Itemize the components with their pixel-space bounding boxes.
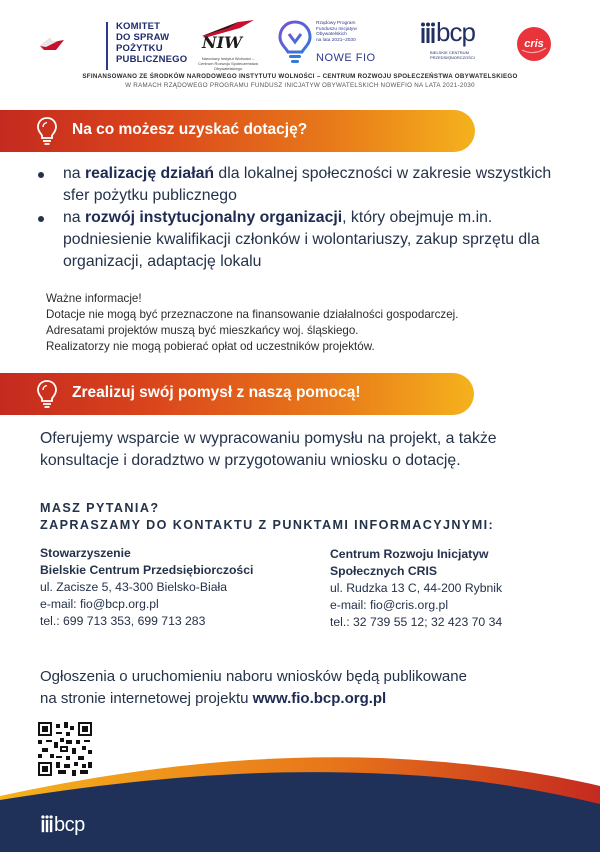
org-phone: tel.: 32 739 55 12; 32 423 70 34 [330,615,503,629]
important-info [46,291,566,355]
project-url-link[interactable]: www.fio.bcp.org.pl [252,690,387,707]
org-address: ul. Rudzka 13 C, 44-200 Rybnik [330,581,503,595]
niw-logo [196,18,260,72]
kompp-line: POŻYTKU [116,43,163,54]
bcp-subtitle: BIELSKIE CENTRUM PRZEDSIĘBIORCZOŚCI [430,50,475,60]
eagle-flag-icon [38,36,66,52]
kompp-divider [106,22,108,70]
qr-code-icon[interactable] [38,722,92,776]
bullet-bold: rozwój instytucjonalny organizacji [84,209,343,226]
fio-bulb-icon [278,20,312,64]
contact-cris [330,546,580,631]
contact-heading-2: ZAPRASZAMY DO KONTAKTU Z PUNKTAMI INFORMACYJNYMI: [40,518,495,532]
niw-logo-text: NIW [202,33,243,52]
kompp-logo [36,14,188,66]
list-item [50,207,570,273]
section1-title: Na co możesz uzyskać dotację? [72,121,308,138]
info-line: Adresatami projektów muszą być mieszkańcy woj. śląskiego. [46,324,359,337]
info-line: Ważne informacje! [46,292,142,305]
org-email[interactable]: e-mail: fio@cris.org.pl [330,598,449,612]
kompp-line: PUBLICZNEGO [116,54,188,65]
footer-bcp-logo [40,814,85,837]
fio-big-text: NOWE FIO [316,52,376,64]
bullet-text: , który obejmuje m.in. podniesienie kwalifikacji członków i wolontariuszy, zakup sprzętu dla organizacji, adaptację lokalu [63,209,540,270]
fio-line: Rządowy Program [316,21,356,26]
bullet-text: dla lokalnej społeczności w zakresie wszystkich sfer pożytku publicznego [63,165,552,204]
announcement [40,666,580,710]
funding-line-1: SFINANSOWANO ZE ŚRODKÓW NARODOWEGO INSTYTUTU WOLNOŚCI – CENTRUM ROZWOJU SPOŁECZEŃSTWA OBYWATELSKIEGO [82,73,518,80]
nowe-fio-logo [278,18,388,68]
contact-heading-1: MASZ PYTANIA? [40,501,160,515]
section2-banner [0,373,474,415]
bullet-text: na [63,209,85,226]
announcement-line: Ogłoszenia o uruchomieniu naboru wniosków będą publikowane [40,668,467,685]
kompp-text [116,21,187,65]
offer-text: Oferujemy wsparcie w wypracowaniu pomysłu na projekt, a także konsultacje i doradztwo w przygotowaniu wniosku o dotację. [40,430,497,469]
bullet-bold: realizację działań [84,165,215,182]
org-phone: tel.: 699 713 353, 699 713 283 [40,614,206,628]
bullet-text: na [63,165,85,182]
niw-subtitle: Narodowy Instytut Wolności – Centrum Rozwoju Społeczeństwa Obywatelskiego [198,56,258,71]
cris-logo [516,26,552,62]
fio-line: Funduszu Inicjatyw [316,26,357,32]
kompp-line: DO SPRAW [116,32,170,43]
fio-line: na lata 2021–2030 [316,37,356,43]
section1-banner [0,110,475,152]
info-line: Dotacje nie mogą być przeznaczone na finansowanie działalności gospodarczej. [46,308,459,321]
org-name: Społecznych CRIS [330,564,438,578]
announcement-line [40,688,580,710]
list-item [50,163,570,207]
org-name: Bielskie Centrum Przedsiębiorczości [40,563,254,577]
cris-logo-text: cris [524,38,544,50]
footer-logo-text: bcp [54,814,85,836]
bcp-logo-text: bcp [436,17,475,47]
bcp-bars-icon [40,815,54,833]
lightbulb-icon [36,116,58,146]
contact-bcp [40,545,310,630]
funding-line-2: W RAMACH RZĄDOWEGO PROGRAMU FUNDUSZ INICJATYW OBYWATELSKICH NOWEFIO NA LATA 2021-2030 [125,82,475,89]
lightbulb-icon [36,379,58,409]
info-line: Realizatorzy nie mogą pobierać opłat od uczestników projektów. [46,340,375,353]
announcement-text: na stronie internetowej projektu [40,690,253,707]
grant-purpose-list [50,163,570,273]
org-email[interactable]: e-mail: fio@bcp.org.pl [40,597,159,611]
fio-line: Obywatelskich [316,32,347,38]
fio-program-text [316,21,357,43]
org-name: Centrum Rozwoju Inicjatyw [330,547,489,561]
contact-heading [40,500,494,534]
org-address: ul. Zacisze 5, 43-300 Bielsko-Biała [40,580,227,594]
bcp-bars-icon [420,22,436,44]
kompp-line: KOMITET [116,21,161,32]
org-name: Stowarzyszenie [40,546,131,560]
section2-title: Zrealizuj swój pomysł z naszą pomocą! [72,384,361,401]
bcp-logo [420,16,490,64]
